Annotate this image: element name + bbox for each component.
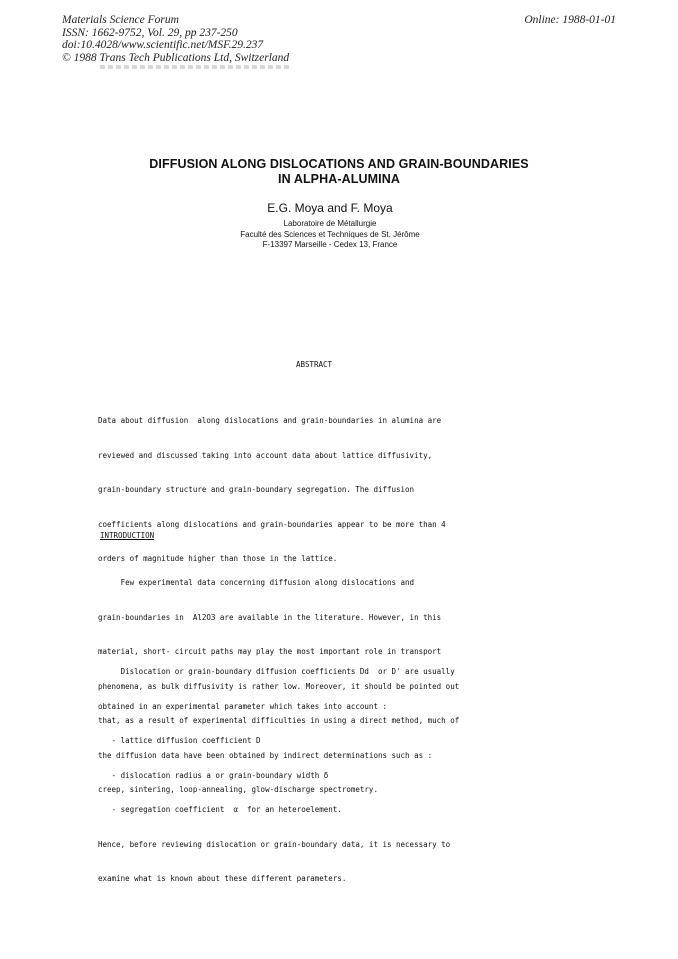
paragraph-line: Few experimental data concerning diffusion along dislocations and <box>98 578 415 587</box>
affiliation-line-2: Faculté des Sciences et Techniques de St. Jérôme <box>240 229 420 239</box>
paragraph-line: obtained in an experimental parameter which takes into account : <box>98 701 387 711</box>
introduction-paragraph-2 <box>98 643 455 896</box>
paragraph-line: Hence, before reviewing dislocation or grain-boundary data, it is necessary to <box>98 839 451 849</box>
abstract-body <box>98 392 446 576</box>
citation-header <box>62 14 289 64</box>
affiliation-line-1: Laboratoire de Métallurgie <box>283 219 377 228</box>
abstract-line: Data about diffusion along dislocations and grain-boundaries in alumina are <box>98 416 442 425</box>
paragraph-line: grain-boundaries in Al2O3 are available in the literature. However, in this <box>98 612 442 622</box>
abstract-line: reviewed and discussed taking into account data about lattice diffusivity, <box>98 450 433 460</box>
title-line-2: IN ALPHA-ALUMINA <box>278 172 400 186</box>
abstract-line: orders of magnitude higher than those in the lattice. <box>98 554 338 563</box>
paragraph-line: creep, sintering, loop-annealing, glow-discharge spectrometry. <box>98 785 378 794</box>
journal-name: Materials Science Forum <box>62 14 179 26</box>
affiliation <box>0 219 660 251</box>
online-date: Online: 1988-01-01 <box>524 14 616 26</box>
authors: E.G. Moya and F. Moya <box>267 201 393 215</box>
paragraph-line: the diffusion data have been obtained by indirect determinations such as : <box>98 750 433 760</box>
abstract-line: grain-boundary structure and grain-boundary segregation. The diffusion <box>98 485 415 494</box>
abstract-heading: ABSTRACT <box>295 360 333 369</box>
paper-title <box>0 157 678 187</box>
paragraph-line: that, as a result of experimental difficulties in using a direct method, much of <box>98 716 460 725</box>
scan-artifact <box>100 65 292 69</box>
paragraph-line: material, short- circuit paths may play the most important role in transport <box>98 647 442 656</box>
title-line-1: DIFFUSION ALONG DISLOCATIONS AND GRAIN-BOUNDARIES <box>149 157 529 171</box>
paragraph-line: - segregation coefficient α for an heteroelement. <box>98 805 342 814</box>
paragraph-line: - lattice diffusion coefficient D <box>98 736 261 745</box>
paragraph-line: Dislocation or grain-boundary diffusion coefficients Dd or D' are usually <box>98 667 455 676</box>
abstract-line: coefficients along dislocations and grain-boundaries appear to be more than 4 <box>98 519 446 529</box>
paragraph-line: examine what is known about these different parameters. <box>98 874 347 883</box>
affiliation-line-3: F-13397 Marseille - Cedex 13, France <box>262 240 398 249</box>
copyright-line: © 1988 Trans Tech Publications Ltd, Switzerland <box>62 51 290 64</box>
doi-line: doi:10.4028/www.scientific.net/MSF.29.237 <box>62 39 264 51</box>
introduction-heading: INTRODUCTION <box>100 531 155 540</box>
issn-line: ISSN: 1662-9752, Vol. 29, pp 237-250 <box>62 26 238 39</box>
paragraph-line: - dislocation radius a or grain-boundary width δ <box>98 770 329 780</box>
paragraph-line: phenomena, as bulk diffusivity is rather low. Moreover, it should be pointed out <box>98 681 460 691</box>
